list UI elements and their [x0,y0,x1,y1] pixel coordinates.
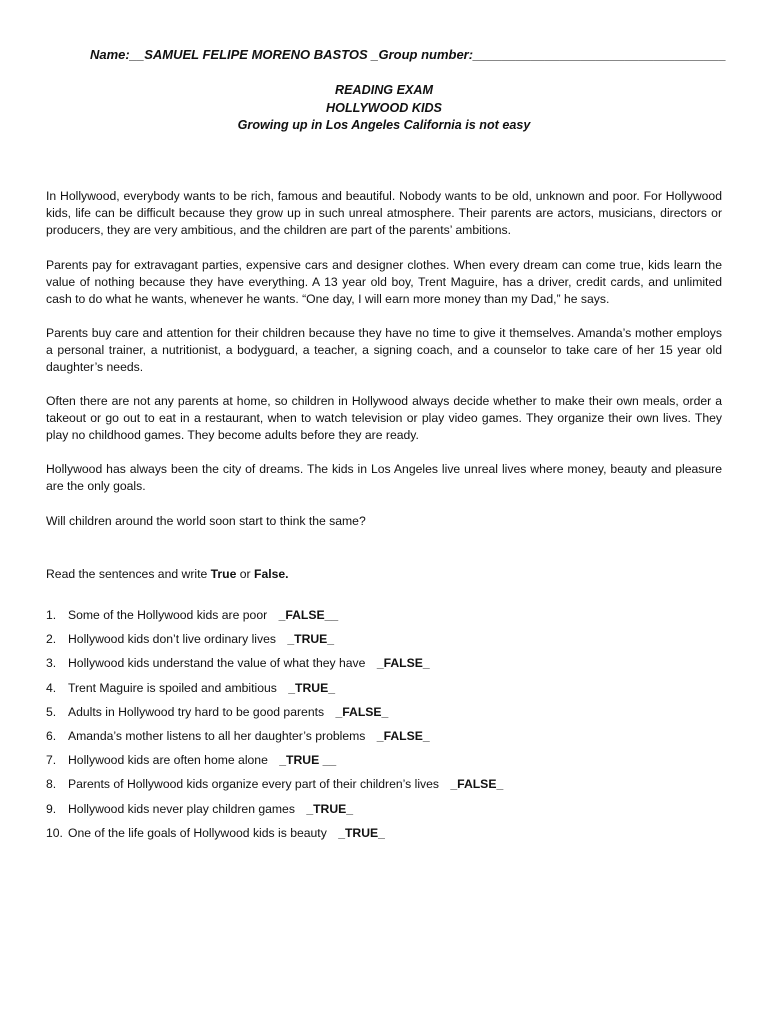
question-number: 5. [46,704,57,719]
question-item [46,801,722,825]
paragraph-3: Parents buy care and attention for their children because they have no time to give it themselves. Amanda’s mother employs a personal trainer, a nutritionist, a bodyguard, a teacher, a signing coach, and a counselor to take care of her 15 year old daughter’s needs. [46,326,722,374]
question-number: 2. [46,632,57,647]
exam-title: READING EXAM [335,83,433,97]
question-text: Parents of Hollywood kids organize every part of their children’s lives [68,777,443,792]
paragraph-2: Parents pay for extravagant parties, expensive cars and designer clothes. When every dream can come true, kids learn the value of nothing because they have everything. A 13 year old boy, Trent Maguire, has a driver, credit cards, and unlimited cash to do what he wants, whenever he wants. “One day, I will earn more money than my Dad,” he says. [46,258,722,306]
question-item [46,655,722,679]
question-item [46,728,722,752]
paragraph-4: Often there are not any parents at home, so children in Hollywood always decide whether to make their own meals, order a takeout or go out to eat in a restaurant, when to watch television or play video games. They organize their own lives. They play no childhood games. They become adults before they are ready. [46,394,722,442]
question-number: 3. [46,656,57,671]
question-answer: _FALSE__ [278,608,339,622]
question-answer: _TRUE_ [288,680,335,695]
question-item [46,680,722,704]
question-text: Hollywood kids never play children games [68,801,299,816]
question-number: 4. [46,680,57,695]
question-number: 9. [46,801,57,816]
question-list [46,607,722,849]
instructions-false: False. [254,567,289,581]
question-number: 10. [46,825,63,840]
instructions-true: True [210,567,237,581]
question-text: Hollywood kids don’t live ordinary lives [68,632,280,647]
question-answer: _FALSE_ [376,656,430,671]
question-answer: _TRUE_ [306,801,354,816]
instructions-prefix: Read the sentences and write [46,567,211,581]
title-block [0,82,768,135]
question-answer: _FALSE_ [335,704,389,719]
question-answer: _TRUE __ [279,753,337,768]
question-text: One of the life goals of Hollywood kids is beauty [68,825,331,840]
question-number: 1. [46,608,57,622]
paragraph-6: Will children around the world soon start to think the same? [46,514,366,528]
paragraph-1: In Hollywood, everybody wants to be rich, famous and beautiful. Nobody wants to be old, unknown and poor. For Hollywood kids, life can be difficult because they grow up in such unreal atmosphere. Their parents are actors, musicians, directors or producers, they are very ambitious, and the children are part of the parents’ ambitions. [46,189,722,237]
question-item [46,607,722,631]
question-item [46,631,722,655]
question-text: Some of the Hollywood kids are poor [68,608,271,622]
question-number: 8. [46,777,57,792]
question-number: 7. [46,753,57,768]
question-text: Hollywood kids understand the value of what they have [68,656,369,671]
question-answer: _TRUE_ [287,632,335,647]
question-text: Adults in Hollywood try hard to be good parents [68,704,328,719]
instructions-or: or [236,567,254,581]
question-item [46,776,722,800]
question-answer: _FALSE_ [450,777,504,792]
question-item [46,704,722,728]
question-item [46,752,722,776]
question-item [46,825,722,849]
question-text: Trent Maguire is spoiled and ambitious [68,680,281,695]
question-number: 6. [46,728,57,743]
instructions [46,566,289,583]
paragraph-5: Hollywood has always been the city of dreams. The kids in Los Angeles live unreal lives where money, beauty and pleasure are the only goals. [46,462,722,493]
story-subtitle: Growing up in Los Angeles California is not easy [237,118,531,132]
story-title: HOLLYWOOD KIDS [326,100,442,115]
name-group-line: Name:__SAMUEL FELIPE MORENO BASTOS _Group number:___________________________________ [90,47,727,62]
question-text: Hollywood kids are often home alone [68,753,272,768]
question-text: Amanda’s mother listens to all her daughter’s problems [68,728,369,743]
question-answer: _TRUE_ [338,825,385,840]
question-answer: _FALSE_ [376,728,430,743]
